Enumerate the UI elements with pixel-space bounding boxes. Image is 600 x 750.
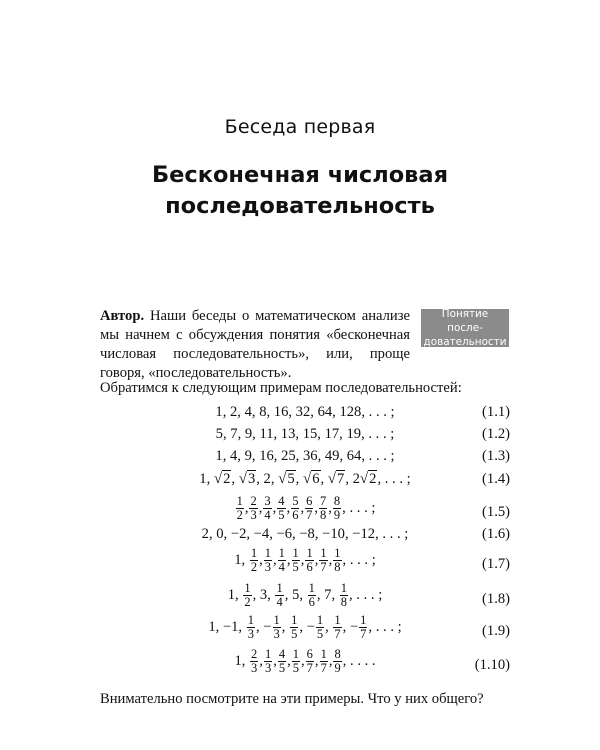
formula-expr: 1, $\frac{2}{3}$ , $\frac{1}{3}$ , $\frac{4}{5}$ , $\frac{1}{5}$ , $\frac{6}{7}$ , $\frac{1}{7}$ , $\frac{8}{9}$ , . . . . bbox=[234, 647, 376, 675]
fraction: $\frac{1}{3}$ bbox=[264, 647, 272, 675]
closing-sentence: Внимательно посмотрите на эти примеры. Что у них общего? bbox=[100, 691, 484, 707]
margin-note bbox=[421, 309, 509, 347]
margin-note-line1: Понятие после- bbox=[441, 308, 489, 334]
fraction: $\frac{8}{9}$ bbox=[333, 494, 341, 522]
fraction: $\frac{5}{6}$ bbox=[292, 494, 299, 522]
fraction: $\frac{1}{5}$ bbox=[292, 647, 299, 675]
equation-number: (1.1) bbox=[482, 404, 510, 420]
fraction: $\frac{1}{3}$ bbox=[273, 613, 280, 641]
formula-expr: 1, 4, 9, 16, 25, 36, 49, 64, . . . ; bbox=[215, 448, 395, 464]
formula-expr: 1, 2, 4, 8, 16, 32, 64, 128, . . . ; bbox=[215, 404, 395, 420]
fraction: $\frac{1}{2}$ bbox=[250, 546, 258, 574]
fraction: $\frac{1}{6}$ bbox=[308, 581, 315, 609]
formula-expr: 5, 7, 9, 11, 13, 15, 17, 19, . . . ; bbox=[215, 426, 395, 442]
fraction: $\frac{1}{2}$ bbox=[244, 581, 251, 609]
equation-number: (1.3) bbox=[482, 448, 510, 464]
sqrt-6: √6 bbox=[302, 471, 320, 487]
fraction: $\frac{1}{5}$ bbox=[316, 613, 324, 641]
fraction: $\frac{4}{5}$ bbox=[278, 647, 286, 675]
fraction: $\frac{1}{6}$ bbox=[306, 546, 313, 574]
formula-expr: 1, $\frac{1}{2}$ , 3, $\frac{1}{4}$ , 5, $\frac{1}{6}$ , 7, $\frac{1}{8}$ , . . . ; bbox=[227, 581, 383, 609]
formula-expr: 1, $\frac{1}{2}$ , $\frac{1}{3}$ , $\frac{1}{4}$ , $\frac{1}{5}$ , $\frac{1}{6}$ , $\frac{1}{7}$ , $\frac{1}{8}$ , . . . ; bbox=[234, 546, 376, 574]
speaker-label: Автор. bbox=[100, 308, 145, 324]
fraction: $\frac{1}{7}$ bbox=[360, 613, 367, 641]
fraction: $\frac{1}{8}$ bbox=[340, 581, 347, 609]
chapter-label: Беседа первая bbox=[224, 116, 376, 138]
fraction: $\frac{1}{5}$ bbox=[292, 546, 299, 574]
fraction: $\frac{1}{2}$ bbox=[236, 494, 243, 522]
formula-expr: 1, √2, √3, 2, √5, √6, √7, 2√2, . . . ; bbox=[199, 471, 411, 487]
sqrt-5: √5 bbox=[278, 471, 295, 487]
margin-note-line2: довательности bbox=[423, 336, 507, 348]
chapter-title-line2: последовательность bbox=[165, 193, 435, 219]
fraction: $\frac{6}{7}$ bbox=[306, 494, 313, 522]
fraction: $\frac{1}{4}$ bbox=[278, 546, 285, 574]
intro-paragraph bbox=[100, 307, 410, 383]
equation-number: (1.8) bbox=[482, 591, 510, 607]
formula-expr: 2, 0, −2, −4, −6, −8, −10, −12, . . . ; bbox=[201, 526, 409, 542]
sqrt-2: √2 bbox=[213, 471, 231, 487]
equation-number: (1.5) bbox=[482, 504, 510, 520]
fraction: $\frac{8}{9}$ bbox=[334, 647, 341, 675]
sqrt-7: √7 bbox=[327, 471, 345, 487]
formula-expr: $\frac{1}{2}$ , $\frac{2}{3}$ , $\frac{3}{4}$ , $\frac{4}{5}$ , $\frac{5}{6}$ , $\frac{6}{7}$ , $\frac{7}{8}$ , $\frac{8}{9}$ , . . . ; bbox=[236, 494, 376, 522]
chapter-title-line1: Бесконечная числовая bbox=[151, 162, 449, 188]
equation-number: (1.2) bbox=[482, 426, 510, 442]
equation-number: (1.10) bbox=[474, 657, 510, 673]
fraction: $\frac{1}{4}$ bbox=[276, 581, 283, 609]
fraction: $\frac{1}{7}$ bbox=[320, 647, 327, 675]
formula-expr: 1, −1, $\frac{1}{3}$ , − $\frac{1}{3}$ , $\frac{1}{5}$ , − $\frac{1}{5}$ , $\frac{1}{7}$ , − $\frac{1}{7}$ , . . . ; bbox=[208, 613, 402, 641]
sqrt-2b: √2 bbox=[359, 471, 377, 487]
fraction: $\frac{7}{8}$ bbox=[320, 494, 327, 522]
sqrt-3: √3 bbox=[238, 471, 256, 487]
fraction: $\frac{2}{3}$ bbox=[251, 647, 258, 675]
equation-number: (1.4) bbox=[482, 471, 510, 487]
fraction: $\frac{1}{8}$ bbox=[334, 546, 341, 574]
fraction: $\frac{1}{5}$ bbox=[291, 613, 298, 641]
equation-number: (1.9) bbox=[482, 623, 510, 639]
lead-sentence: Обратимся к следующим примерам последовательностей: bbox=[100, 380, 462, 396]
fraction: $\frac{1}{3}$ bbox=[264, 546, 271, 574]
chapter-title bbox=[0, 160, 600, 222]
fraction: $\frac{4}{5}$ bbox=[278, 494, 285, 522]
fraction: $\frac{2}{3}$ bbox=[250, 494, 257, 522]
fraction: $\frac{1}{3}$ bbox=[247, 613, 254, 641]
equation-number: (1.7) bbox=[482, 556, 510, 572]
fraction: $\frac{6}{7}$ bbox=[306, 647, 313, 675]
equation-number: (1.6) bbox=[482, 526, 510, 542]
intro-text: Наши беседы о математическом анализе мы начнем с обсуждения понятия «бесконечная числовая последовательность», или, проще говоря, «последовательность». bbox=[100, 308, 410, 381]
fraction: $\frac{3}{4}$ bbox=[264, 494, 271, 522]
fraction: $\frac{1}{7}$ bbox=[334, 613, 341, 641]
fraction: $\frac{1}{7}$ bbox=[320, 546, 327, 574]
